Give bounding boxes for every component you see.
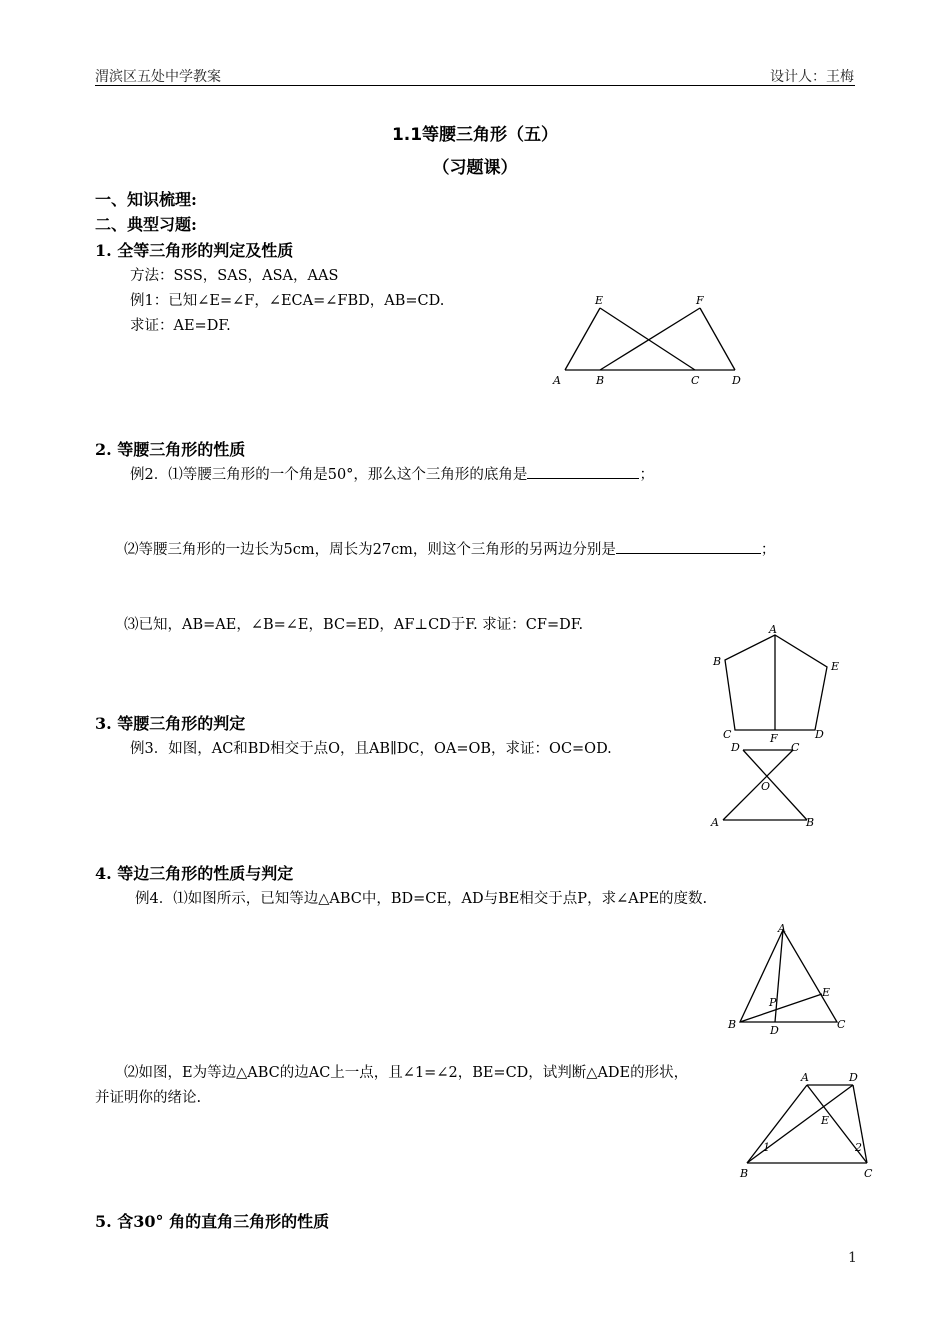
fig2-label-C: C (723, 728, 732, 741)
page-subtitle: （习题课） (432, 158, 518, 178)
figure-2 (705, 620, 845, 745)
part4-q2-line1: ⑵如图，E为等边△ABC的边AC上一点，且∠1=∠2，BE=CD，试判断△ADE的形状， (124, 1065, 689, 1081)
fig2-label-D: D (815, 728, 824, 741)
part3-heading: 3. 等腰三角形的判定 (95, 714, 246, 733)
fig5-label-C: C (864, 1167, 873, 1180)
part4-q2-line2: 并证明你的绪论. (95, 1090, 202, 1106)
fig4-label-C: C (837, 1018, 846, 1031)
fig5-label-1: 1 (763, 1141, 770, 1154)
section-knowledge: 一、知识梳理: (95, 190, 197, 209)
fig4-label-D: D (770, 1024, 779, 1037)
header-rule (95, 85, 855, 86)
answer-blank-1[interactable] (527, 464, 639, 479)
fig5-label-E: E (821, 1114, 830, 1127)
part2-heading: 2. 等腰三角形的性质 (95, 440, 246, 459)
fig5-label-2: 2 (855, 1141, 862, 1154)
fig1-label-D: D (732, 374, 741, 387)
part5-heading: 5. 含30° 角的直角三角形的性质 (95, 1212, 330, 1231)
fig2-label-F: F (770, 732, 778, 745)
fig3-label-B: B (806, 816, 815, 829)
fig3-label-A: A (711, 816, 719, 829)
fig4-label-E: E (822, 986, 831, 999)
fig3-label-C: C (791, 741, 800, 754)
part4-q1: 例4．⑴如图所示，已知等边△ABC中，BD=CE，AD与BE相交于点P，求∠APE的度数. (135, 891, 708, 907)
part1-method: 方法：SSS，SAS，ASA，AAS (130, 268, 339, 284)
fig2-label-A: A (769, 623, 777, 636)
fig1-label-C: C (691, 374, 700, 387)
part3-example: 例3．如图，AC和BD相交于点O，且AB∥DC，OA=OB，求证：OC=OD. (130, 741, 612, 757)
part1-prove: 求证：AE=DF. (130, 318, 231, 334)
fig4-label-B: B (728, 1018, 737, 1031)
fig5-label-B: B (740, 1167, 749, 1180)
figure-5 (735, 1065, 885, 1180)
part2-q3: ⑶已知，AB=AE，∠B=∠E，BC=ED，AF⊥CD于F. 求证：CF=DF. (124, 617, 584, 633)
part2-q2-end: ； (760, 542, 776, 558)
fig4-label-P: P (769, 996, 777, 1009)
section-exercises: 二、典型习题: (95, 215, 197, 234)
page-title: 1.1等腰三角形（五） (391, 125, 559, 145)
fig5-label-D: D (849, 1071, 858, 1084)
fig5-label-A: A (801, 1071, 809, 1084)
part1-example: 例1：已知∠E=∠F，∠ECA=∠FBD，AB=CD. (130, 293, 445, 309)
part2-q1-line (130, 463, 654, 484)
header-left: 渭滨区五处中学教案 (95, 69, 221, 85)
part4-heading: 4. 等边三角形的性质与判定 (95, 864, 294, 883)
fig3-label-D: D (731, 741, 740, 754)
fig1-label-A: A (553, 374, 561, 387)
figure-1 (550, 290, 750, 390)
fig1-label-B: B (596, 374, 605, 387)
header-right: 设计人：王梅 (770, 69, 854, 85)
page-number: 1 (848, 1250, 857, 1266)
fig1-label-F: F (696, 294, 704, 307)
figure-3 (705, 740, 825, 830)
fig2-label-E: E (831, 660, 840, 673)
part1-heading: 1. 全等三角形的判定及性质 (95, 241, 294, 260)
fig4-label-A: A (778, 922, 786, 935)
part2-q2: ⑵等腰三角形的一边长为5cm，周长为27cm，则这个三角形的另两边分别是 (124, 542, 616, 558)
part2-q2-line (124, 538, 775, 559)
fig3-label-O: O (761, 780, 771, 793)
answer-blank-2[interactable] (616, 539, 761, 554)
figure-4 (725, 920, 855, 1040)
fig2-label-B: B (713, 655, 722, 668)
part2-q1: 例2．⑴等腰三角形的一个角是50°，那么这个三角形的底角是 (130, 467, 528, 483)
fig1-label-E: E (595, 294, 604, 307)
part2-q1-end: ； (639, 467, 654, 483)
